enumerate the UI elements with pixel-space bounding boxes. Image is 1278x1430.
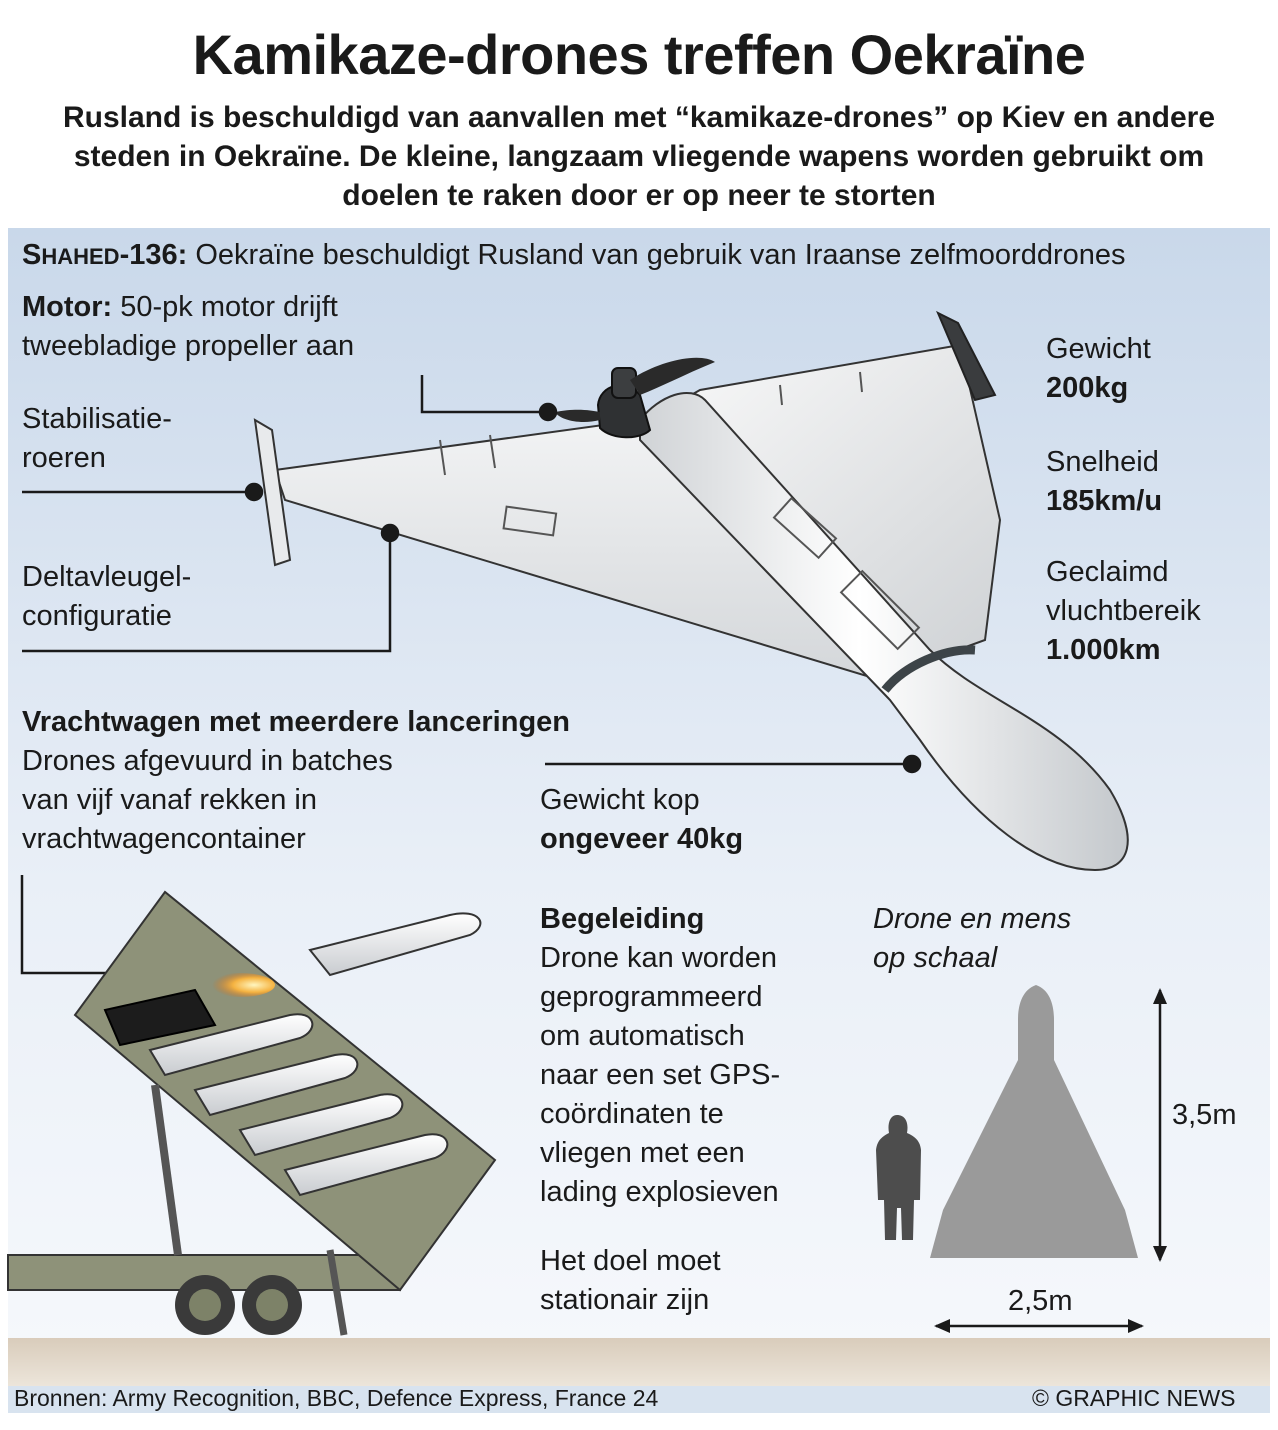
delta-wing-line-2: configuratie	[22, 600, 172, 632]
delta-wing-line-1: Deltavleugel-	[22, 561, 192, 593]
speed-label: Snelheid	[1046, 446, 1159, 478]
scale-width-label: 2,5m	[1008, 1285, 1073, 1317]
page-title: Kamikaze-drones treffen Oekraïne	[192, 23, 1086, 86]
stabilizer-line-1: Stabilisatie-	[22, 403, 172, 435]
speed-value: 185km/u	[1046, 485, 1163, 517]
warhead-label: Gewicht kop	[540, 784, 700, 816]
motor-line-1: 50-pk motor drijft	[112, 291, 338, 323]
range-value: 1.000km	[1046, 634, 1161, 666]
guidance-title: Begeleiding	[540, 903, 705, 935]
guidance-line-1: Drone kan worden	[540, 942, 777, 974]
range-label-2: vluchtbereik	[1046, 595, 1201, 627]
scale-title-line-2: op schaal	[873, 942, 998, 974]
truck-line-1: Drones afgevuurd in batches	[22, 745, 393, 777]
range-label-1: Geclaimd	[1046, 556, 1169, 588]
guidance-line-2: geprogrammeerd	[540, 981, 763, 1013]
motor-label	[22, 288, 338, 327]
rocket-flame	[205, 973, 275, 997]
motor-title: Motor:	[22, 291, 113, 323]
stabilizer-callout-dot	[246, 484, 262, 500]
weight-value: 200kg	[1046, 372, 1129, 404]
drone-scale-silhouette	[930, 985, 1138, 1258]
target-line-2: stationair zijn	[540, 1284, 710, 1316]
truck-title: Vrachtwagen met meerdere lanceringen	[22, 706, 570, 738]
model-number: -136:	[119, 239, 188, 271]
warhead-callout-dot	[904, 756, 920, 772]
guidance-line-6: vliegen met een	[540, 1137, 745, 1169]
weight-label: Gewicht	[1046, 333, 1151, 365]
motor-callout-line	[422, 375, 548, 412]
intro-line	[22, 236, 1126, 276]
truck-wheel-hub-1	[189, 1289, 221, 1321]
footer-credit: © GRAPHIC NEWS	[1032, 1385, 1236, 1411]
warhead-value: ongeveer 40kg	[540, 823, 744, 855]
guidance-line-5: coördinaten te	[540, 1098, 724, 1130]
target-line-1: Het doel moet	[540, 1245, 721, 1277]
stabilizer-line-2: roeren	[22, 442, 106, 474]
delta-wing-callout-dot	[382, 525, 398, 541]
guidance-line-3: om automatisch	[540, 1020, 745, 1052]
motor-callout-dot	[540, 404, 556, 420]
model-name-small-caps: HAHED	[41, 244, 120, 269]
guidance-line-4: naar een set GPS-	[540, 1059, 781, 1091]
guidance-line-7: lading explosieven	[540, 1176, 779, 1208]
intro-text: Oekraïne beschuldigt Rusland van gebruik van Iraanse zelfmoorddrones	[187, 239, 1126, 271]
launcher-strut	[155, 1085, 178, 1255]
truck-wheel-hub-2	[256, 1289, 288, 1321]
launched-drone	[310, 913, 480, 975]
person-silhouette	[876, 1115, 921, 1240]
page-subtitle: Rusland is beschuldigd van aanvallen met “kamikaze-drones” op Kiev en andere steden in Oekraïne. De kleine, langzaam vliegende wapens worden gebruikt om doelen te raken door er op neer te storten	[62, 101, 1216, 212]
footer-sources: Bronnen: Army Recognition, BBC, Defence Express, France 24	[14, 1385, 659, 1411]
scale-length-label: 3,5m	[1172, 1099, 1237, 1131]
model-initial: S	[22, 239, 42, 271]
truck-line-3: vrachtwagencontainer	[22, 823, 306, 855]
scale-title-line-1: Drone en mens	[873, 903, 1072, 935]
truck-line-2: van vijf vanaf rekken in	[22, 784, 317, 816]
launcher-truck-illustration	[8, 892, 495, 1335]
scale-comparison	[876, 985, 1167, 1333]
motor-line-2: tweebladige propeller aan	[22, 330, 355, 362]
